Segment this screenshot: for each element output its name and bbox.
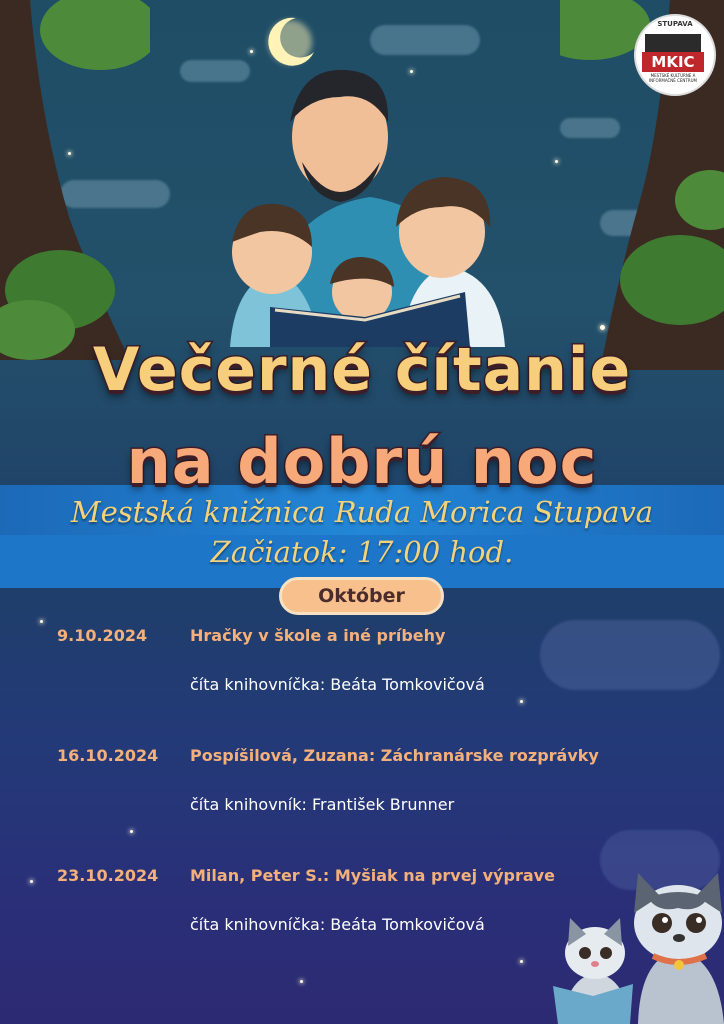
cats-reading-illustration	[548, 868, 724, 1024]
event-date: 16.10.2024	[57, 746, 159, 765]
cloud	[540, 620, 720, 690]
event-title: Pospíšilová, Zuzana: Záchranárske rozprávky	[190, 746, 599, 765]
logo-skyline	[645, 34, 701, 54]
tree-left	[0, 0, 150, 360]
title-line-2: na dobrú noc	[126, 425, 598, 498]
start-time-text: Začiatok: 17:00 hod.	[210, 535, 514, 569]
month-badge: Október	[279, 577, 444, 615]
star	[520, 960, 523, 963]
family-reading-illustration	[220, 62, 520, 347]
event-title: Hračky v škole a iné príbehy	[190, 626, 446, 645]
cloud	[370, 25, 480, 55]
event-title: Milan, Peter S.: Myšiak na prvej výprave	[190, 866, 555, 885]
logo-name: MKIC	[642, 52, 704, 72]
mkic-logo	[634, 14, 716, 96]
event-date: 23.10.2024	[57, 866, 159, 885]
event-date: 9.10.2024	[57, 626, 148, 645]
star	[30, 880, 33, 883]
logo-top-text: STUPAVA	[657, 20, 693, 28]
event-reader: číta knihovník: František Brunner	[190, 795, 455, 814]
star	[250, 50, 253, 53]
star	[520, 700, 523, 703]
title-line-1: Večerné čítanie	[92, 335, 632, 405]
star	[40, 620, 43, 623]
event-reader: číta knihovníčka: Beáta Tomkovičová	[190, 675, 485, 694]
star	[555, 160, 558, 163]
event-reader: číta knihovníčka: Beáta Tomkovičová	[190, 915, 485, 934]
logo-subtitle: MESTSKÉ KULTÚRNE A INFORMAČNÉ CENTRUM	[648, 73, 697, 83]
star	[300, 980, 303, 983]
star	[130, 830, 133, 833]
venue-text: Mestská knižnica Ruda Morica Stupava	[70, 495, 654, 529]
